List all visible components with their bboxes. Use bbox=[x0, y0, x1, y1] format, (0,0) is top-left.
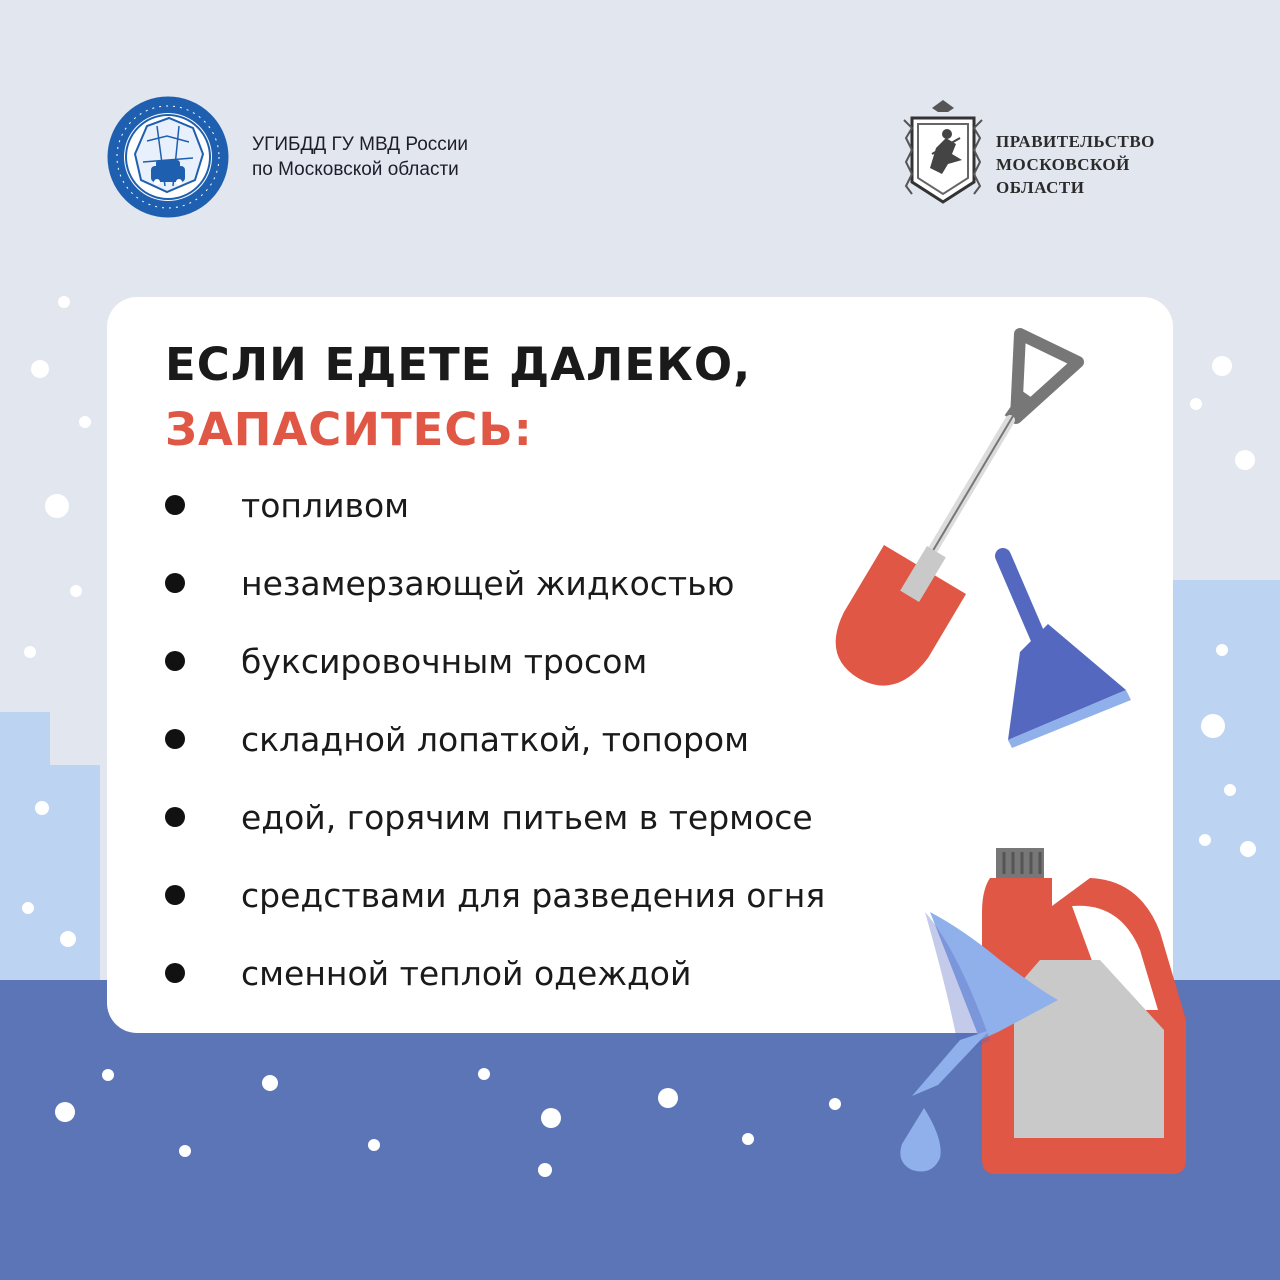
ice-scraper-icon bbox=[1003, 556, 1131, 748]
org-right-line1: ПРАВИТЕЛЬСТВО bbox=[996, 132, 1155, 151]
org-right-line2: МОСКОВСКОЙ bbox=[996, 155, 1130, 174]
org-left-line1: УГИБДД ГУ МВД России bbox=[252, 134, 468, 155]
org-right-line3: ОБЛАСТИ bbox=[996, 178, 1085, 197]
list-item-text: сменной теплой одеждой bbox=[241, 953, 692, 993]
list-item-text: топливом bbox=[241, 485, 410, 525]
list-item-text: складной лопаткой, топором bbox=[241, 719, 749, 759]
card-title-line1: ЕСЛИ ЕДЕТЕ ДАЛЕКО, bbox=[165, 338, 752, 391]
list-item-text: едой, горячим питьем в термосе bbox=[241, 797, 813, 837]
list-item-text: буксировочным тросом bbox=[241, 641, 648, 681]
card-title-line2: ЗАПАСИТЕСЬ: bbox=[165, 403, 533, 456]
list-item-text: средствами для разведения огня bbox=[241, 875, 826, 915]
org-left-line2: по Московской области bbox=[252, 159, 459, 180]
drop-icon bbox=[900, 1108, 940, 1172]
list-item-text: незамерзающей жидкостью bbox=[241, 563, 735, 603]
